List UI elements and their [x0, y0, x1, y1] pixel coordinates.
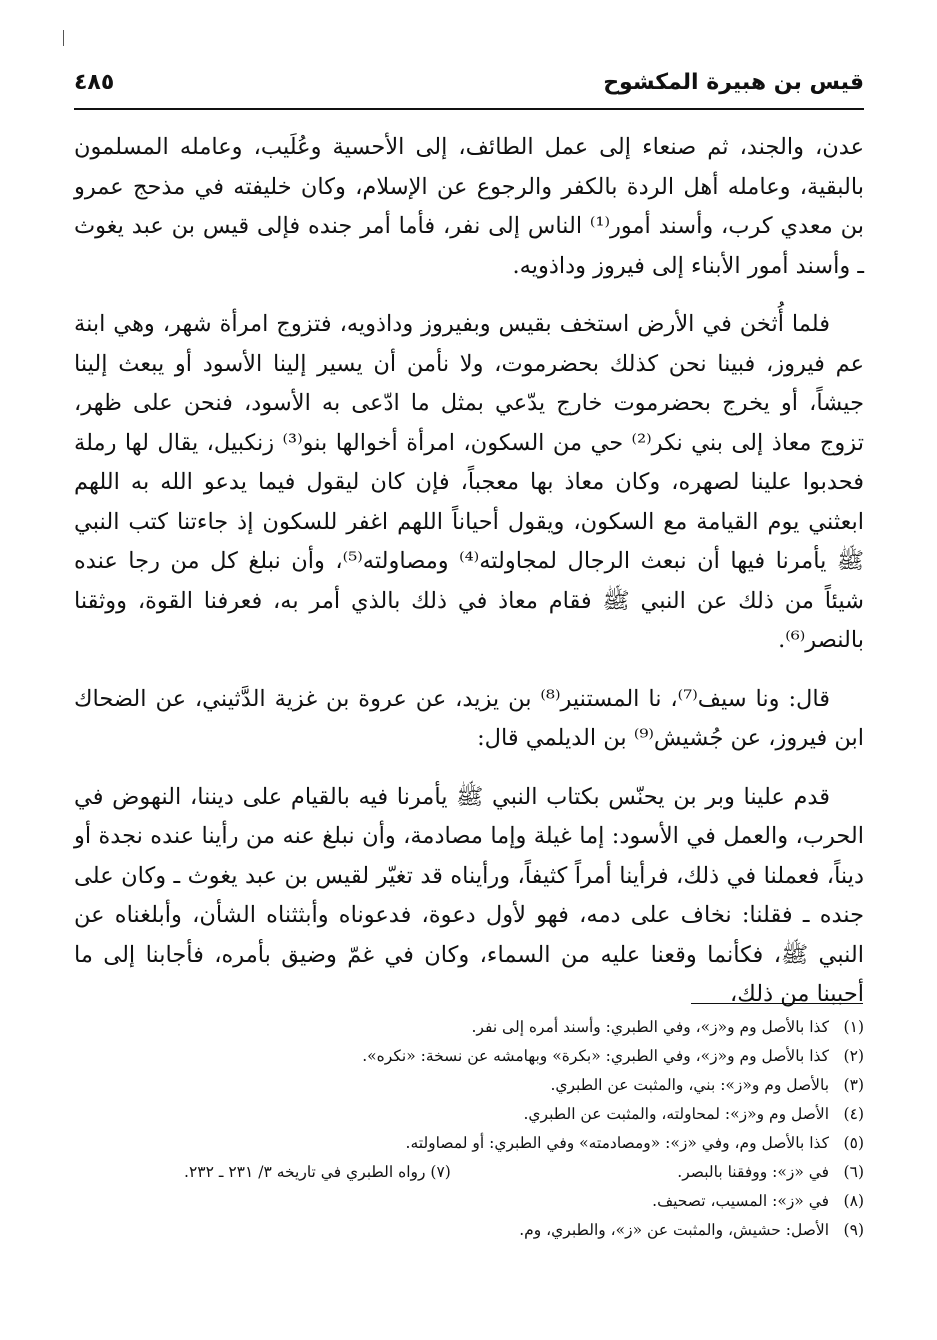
footnote-text: كذا بالأصل وم و«ز»، وفي الطبري: وأسند أمره إلى نفر. [471, 1018, 830, 1036]
footnote-text: الأصل: حشيش، والمثبت عن «ز»، والطبري، وم. [519, 1221, 830, 1239]
footnote-text: في «ز»: ووفقنا بالبصر. [677, 1163, 830, 1181]
page-number: ٤٨٥ [74, 70, 115, 95]
footnote-separator [691, 1003, 863, 1004]
footnote-number: (٥) [843, 1134, 864, 1152]
footnote [74, 1071, 864, 1100]
footnotes [74, 1013, 864, 1245]
paragraph: عدن، والجند، ثم صنعاء إلى عمل الطائف، إلى الأحسية وعُلَيب، وعامله المسلمون بالبقية، وعامله أهل الردة بالكفر والرجوع عن الإسلام، وكان خليفته في مذحج عمرو بن معدي كرب، وأسند أمور⁽¹⁾ الناس إلى نفر، فأما أمر جنده فإلى قيس بن عبد يغوث ـ وأسند أمور الأبناء إلى فيروز وداذويه. [74, 134, 864, 279]
footnote-number: (٨) [843, 1192, 864, 1210]
footnote [74, 1042, 864, 1071]
footnote-number: (٦) [843, 1163, 864, 1181]
footnote-text-secondary: (٧) رواه الطبري في تاريخه ٣/ ٢٣١ ـ ٢٣٢. [184, 1163, 451, 1181]
footnote [74, 1013, 864, 1042]
footnote-text: بالأصل وم و«ز»: بني، والمثبت عن الطبري. [550, 1076, 830, 1094]
footnote-number: (١) [843, 1018, 864, 1036]
footnote-number: (٣) [843, 1076, 864, 1094]
footnote [74, 1187, 864, 1216]
paragraph: فلما أُثخن في الأرض استخف بقيس وبفيروز وداذويه، فتزوج امرأة شهر، وهي ابنة عم فيروز، فبينا نحن كذلك بحضرموت، ولا نأمن أن يسير إلينا الأسود أو يبعث إلينا جيشاً، أو يخرج بحضرموت خارج يدّعي بمثل ما ادّعى به الأسود، فنحن على ظهر، تزوج معاذ إلى بني نكر⁽²⁾ حي من السكون، امرأة أخوالها بنو⁽³⁾ زنكبيل، يقال لها رملة فحدبوا علينا لصهره، وكان معاذ بها معجباً، فإن كان ليقول فيما يدعو الله به اللهم ابعثني يوم القيامة مع السكون، ويقول أحياناً اللهم اغفر للسكون إذ جاءتنا كتب النبي ﷺ يأمرنا فيها أن نبعث الرجال لمجاولته⁽⁴⁾ ومصاولته⁽⁵⁾، وأن نبلغ كل من رجا عنده شيئاً من ذلك عن النبي ﷺ فقام معاذ في ذلك بالذي أمر به، فعرفنا القوة، ووثقنا بالنصر⁽⁶⁾. [74, 311, 864, 653]
footnote [74, 1216, 864, 1245]
footnote-number: (٢) [843, 1047, 864, 1065]
main-text [74, 128, 864, 1034]
margin-mark [63, 30, 64, 46]
footnote [74, 1129, 864, 1158]
footnote-text: في «ز»: المسيب، تصحيف. [652, 1192, 830, 1210]
footnote [74, 1158, 864, 1187]
footnote-text: كذا بالأصل وم و«ز»، وفي الطبري: «بكرة» وبهامشه عن نسخة: «نكره». [362, 1047, 830, 1065]
footnote-text: كذا بالأصل وم، وفي «ز»: «ومصادمته» وفي الطبري: أو لمصاولته. [405, 1134, 830, 1152]
paragraph: قال: ونا سيف⁽⁷⁾، نا المستنير⁽⁸⁾ بن يزيد، عن عروة بن غزية الدَّثيني، عن الضحاك ابن فيروز، عن جُشيش⁽⁹⁾ بن الديلمي قال: [74, 685, 864, 751]
paragraph: قدم علينا وبر بن يحنّس بكتاب النبي ﷺ يأمرنا فيه بالقيام على ديننا، النهوض في الحرب، والعمل في الأسود: إما غيلة وإما مصادمة، وأن نبلغ عنه من رأينا عنده نجدة أو ديناً، فعملنا في ذلك، فرأينا أمراً كثيفاً، ورأيناه قد تغيّر لقيس بن عبد يغوث ـ وكان على جنده ـ فقلنا: نخاف على دمه، فهو لأول دعوة، فدعوناه وأبثثناه الشأن، وأبلغناه عن النبي ﷺ، فكأنما وقعنا عليه من السماء، وكان في غمّ وضيق بأمره، فأجابنا إلى ما أحببنا من ذلك، [74, 783, 864, 1007]
footnote-number: (٤) [843, 1105, 864, 1123]
footnote-text: الأصل وم و«ز»: لمحاولته، والمثبت عن الطبري. [523, 1105, 830, 1123]
footnote [74, 1100, 864, 1129]
running-title: قيس بن هبيرة المكشوح [603, 70, 864, 95]
footnote-number: (٩) [843, 1221, 864, 1239]
page-header [74, 64, 864, 110]
